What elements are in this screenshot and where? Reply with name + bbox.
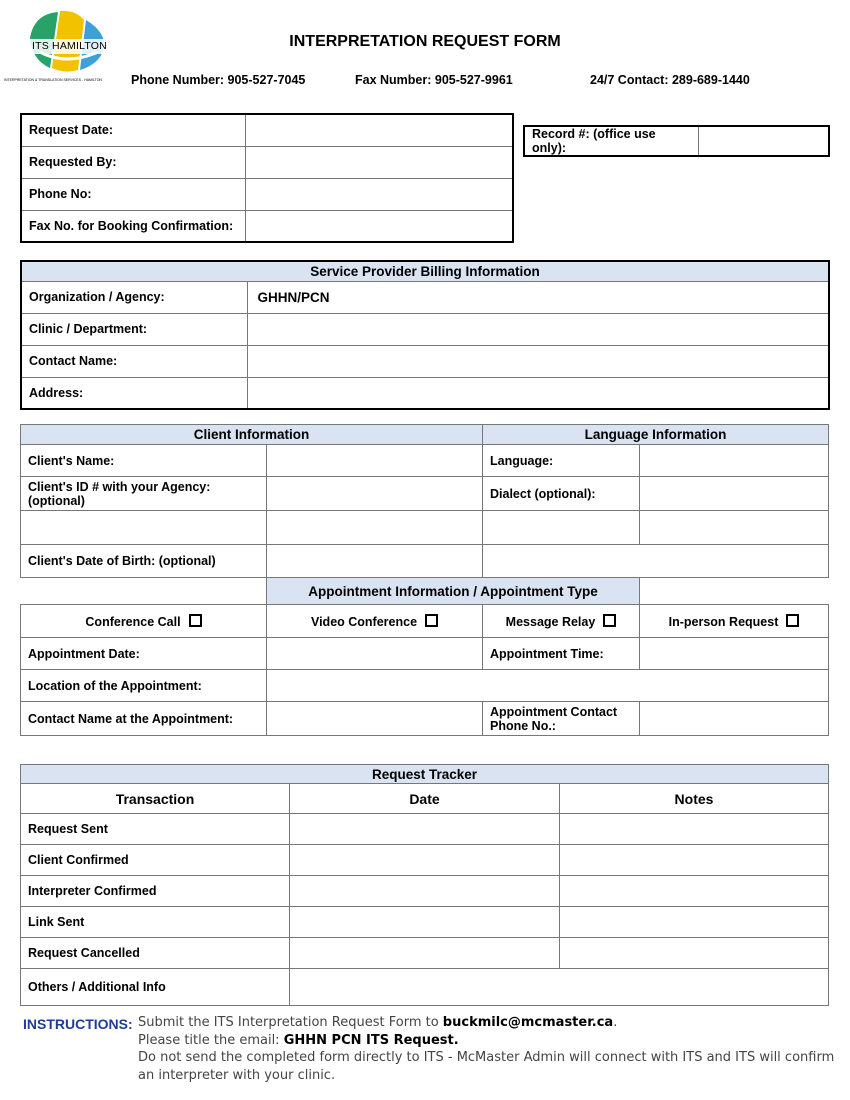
- tracker-date-field[interactable]: [290, 938, 560, 969]
- video-conference-option[interactable]: [267, 605, 483, 638]
- instruction-line-2-text: Please title the email:: [138, 1032, 284, 1048]
- extra-field-1[interactable]: [21, 511, 267, 545]
- appointment-contact-label: Contact Name at the Appointment:: [21, 702, 267, 736]
- fax-confirmation-label: Fax No. for Booking Confirmation:: [21, 210, 245, 242]
- tracker-row-label: Request Cancelled: [21, 938, 290, 969]
- request-date-field[interactable]: [245, 114, 513, 146]
- tracker-date-field[interactable]: [290, 814, 560, 845]
- tracker-notes-field[interactable]: [560, 845, 829, 876]
- tracker-row-label: Others / Additional Info: [21, 969, 290, 1006]
- instruction-line-1-text: Submit the ITS Interpretation Request Form to: [138, 1015, 443, 1030]
- instructions-label: INSTRUCTIONS:: [23, 1016, 133, 1032]
- dob-extra-field[interactable]: [483, 545, 829, 578]
- appointment-date-label: Appointment Date:: [21, 638, 267, 670]
- record-table: [523, 125, 830, 157]
- clinic-field[interactable]: [247, 313, 829, 345]
- client-dob-field[interactable]: [267, 545, 483, 578]
- billing-table: [20, 260, 830, 410]
- message-relay-label: Message Relay: [505, 614, 596, 629]
- tracker-title: Request Tracker: [21, 765, 829, 784]
- appointment-info-title: Appointment Information / Appointment Type: [267, 578, 640, 605]
- tracker-row-label: Link Sent: [21, 907, 290, 938]
- appointment-time-field[interactable]: [640, 638, 829, 670]
- video-conference-label: Video Conference: [310, 614, 418, 629]
- appointment-location-label: Location of the Appointment:: [21, 670, 267, 702]
- language-info-title: Language Information: [483, 425, 829, 445]
- instruction-line-1: [138, 1014, 834, 1032]
- clinic-label: Clinic / Department:: [21, 313, 247, 345]
- appointment-date-field[interactable]: [267, 638, 483, 670]
- tracker-notes-field[interactable]: [560, 876, 829, 907]
- instruction-line-3: Do not send the completed form directly to ITS - McMaster Admin will connect with ITS and ITS will confirm: [138, 1050, 835, 1065]
- client-id-label: Client's ID # with your Agency: (optional): [21, 477, 267, 511]
- tracker-col-notes: Notes: [560, 784, 829, 814]
- appointment-time-label: Appointment Time:: [483, 638, 640, 670]
- in-person-label: In-person Request: [668, 614, 779, 629]
- message-relay-option[interactable]: [483, 605, 640, 638]
- tracker-additional-info-field[interactable]: [290, 969, 829, 1006]
- blank-cell: [640, 578, 829, 605]
- dialect-field[interactable]: [640, 477, 829, 511]
- video-conference-checkbox[interactable]: [425, 614, 438, 627]
- instruction-line-1-end: .: [613, 1015, 618, 1030]
- language-field[interactable]: [640, 445, 829, 477]
- conference-call-label: Conference Call: [85, 614, 181, 629]
- client-id-field[interactable]: [267, 477, 483, 511]
- instructions-text: [138, 1014, 834, 1084]
- tracker-row-label: Interpreter Confirmed: [21, 876, 290, 907]
- logo-tagline: INTERPRETATION & TRANSLATION SERVICES - HAMILTON: [4, 78, 102, 82]
- client-name-field[interactable]: [267, 445, 483, 477]
- client-name-label: Client's Name:: [21, 445, 267, 477]
- dialect-label: Dialect (optional):: [483, 477, 640, 511]
- instruction-line-4: an interpreter with your clinic.: [138, 1067, 336, 1083]
- address-field[interactable]: [247, 377, 829, 409]
- billing-title: Service Provider Billing Information: [21, 261, 829, 281]
- request-tracker-table: [20, 764, 829, 1006]
- message-relay-checkbox[interactable]: [603, 614, 616, 627]
- request-info-table: [20, 113, 514, 243]
- extra-field-2[interactable]: [267, 511, 483, 545]
- contact-24-7: 24/7 Contact: 289-689-1440: [590, 73, 750, 87]
- language-label: Language:: [483, 445, 640, 477]
- requested-by-label: Requested By:: [21, 146, 245, 178]
- tracker-notes-field[interactable]: [560, 907, 829, 938]
- organization-field[interactable]: GHHN/PCN: [247, 281, 829, 313]
- record-label: Record #: (office use only):: [524, 126, 698, 156]
- phone-number: Phone Number: 905-527-7045: [131, 73, 306, 87]
- conference-call-option[interactable]: [21, 605, 267, 638]
- extra-field-3[interactable]: [483, 511, 640, 545]
- organization-label: Organization / Agency:: [21, 281, 247, 313]
- tracker-notes-field[interactable]: [560, 938, 829, 969]
- extra-field-4[interactable]: [640, 511, 829, 545]
- phone-no-label: Phone No:: [21, 178, 245, 210]
- instructions-email: buckmilc@mcmaster.ca: [442, 1015, 614, 1030]
- contact-name-label: Contact Name:: [21, 345, 247, 377]
- address-label: Address:: [21, 377, 247, 409]
- requested-by-field[interactable]: [245, 146, 513, 178]
- in-person-option[interactable]: [640, 605, 829, 638]
- contact-name-field[interactable]: [247, 345, 829, 377]
- form-title: INTERPRETATION REQUEST FORM: [289, 33, 561, 50]
- record-field[interactable]: [698, 126, 829, 156]
- instructions-email-title: GHHN PCN ITS Request.: [283, 1032, 459, 1048]
- tracker-date-field[interactable]: [290, 907, 560, 938]
- tracker-row-label: Request Sent: [21, 814, 290, 845]
- tracker-date-field[interactable]: [290, 876, 560, 907]
- client-info-title: Client Information: [21, 425, 483, 445]
- blank-cell: [21, 578, 267, 605]
- appointment-contact-phone-field[interactable]: [640, 702, 829, 736]
- request-date-label: Request Date:: [21, 114, 245, 146]
- tracker-col-date: Date: [290, 784, 560, 814]
- tracker-notes-field[interactable]: [560, 814, 829, 845]
- conference-call-checkbox[interactable]: [189, 614, 202, 627]
- appointment-location-field[interactable]: [267, 670, 829, 702]
- tracker-col-transaction: Transaction: [21, 784, 290, 814]
- appointment-contact-phone-label: Appointment Contact Phone No.:: [483, 702, 640, 736]
- appointment-contact-field[interactable]: [267, 702, 483, 736]
- tracker-date-field[interactable]: [290, 845, 560, 876]
- instruction-line-2: [138, 1032, 834, 1050]
- client-dob-label: Client's Date of Birth: (optional): [21, 545, 267, 578]
- logo-text: ITS HAMILTON: [32, 40, 107, 52]
- fax-number: Fax Number: 905-527-9961: [355, 73, 513, 87]
- tracker-row-label: Client Confirmed: [21, 845, 290, 876]
- client-appointment-table: [20, 424, 829, 736]
- fax-confirmation-field[interactable]: [245, 210, 513, 242]
- in-person-checkbox[interactable]: [786, 614, 799, 627]
- phone-no-field[interactable]: [245, 178, 513, 210]
